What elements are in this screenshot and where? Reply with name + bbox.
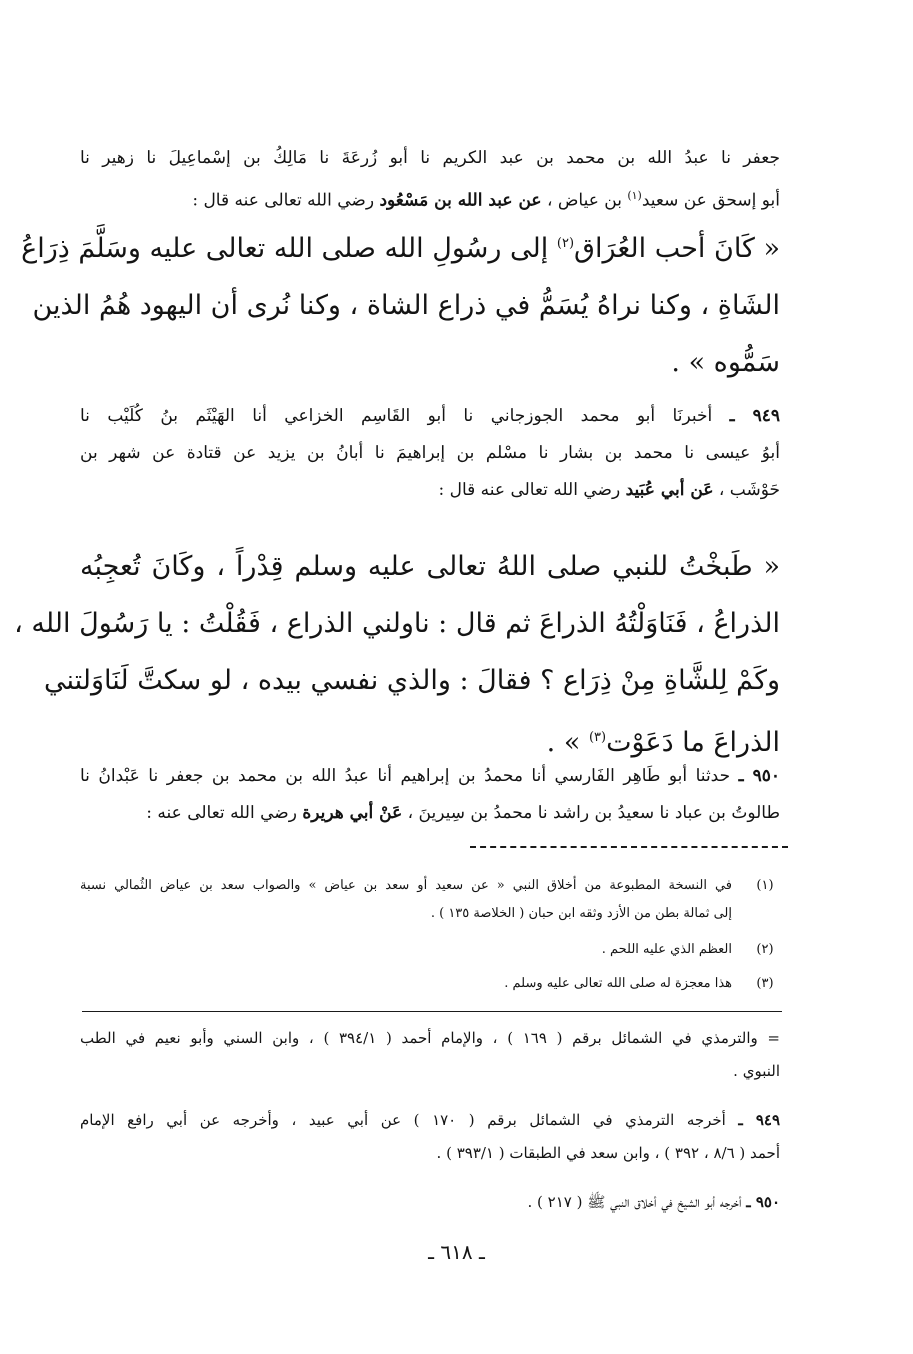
intro-line-2 bbox=[80, 177, 780, 220]
hadith-948-text bbox=[21, 215, 780, 391]
para-949-line-2: أبوُ عيسى نا محمد بن بشار نا مسْلم بن إبراهيمَ نا أبانُ بن يزيد عن قتادة عن شهر بن bbox=[80, 443, 780, 463]
para-950-line-1 bbox=[80, 758, 780, 795]
takhrij-number-950: ٩٥٠ ـ bbox=[746, 1193, 780, 1211]
para-949-line-1 bbox=[80, 398, 780, 435]
takhrij-949-line-1 bbox=[80, 1104, 780, 1137]
intro-line-2-b: بن عياض ، bbox=[541, 190, 628, 211]
takhrij-rule bbox=[82, 1011, 782, 1012]
footnote-3-number: (٣) bbox=[756, 976, 774, 991]
takhrij-cont-line-1: = والترمذي في الشمائل برقم ( ١٦٩ ) ، والإمام أحمد ( ٣٩٤/١ ) ، وابن السني وأبو نعيم في الطب bbox=[80, 1029, 781, 1047]
footnote-3-line-1: هذا معجزة له صلى الله تعالى عليه وسلم . bbox=[504, 976, 732, 991]
intro-line-2-c: رضي الله تعالى عنه قال : bbox=[192, 190, 380, 211]
takhrij-949 bbox=[80, 1104, 780, 1170]
takhrij-950-line-1 bbox=[80, 1186, 780, 1219]
hadith-948-line-1-b: إلى رسُولِ الله صلى الله تعالى عليه وسَلَّمَ ذِرَاعُ bbox=[21, 233, 557, 264]
narrator-highlight-abu-ubayd: عَن أبي عُبَيد bbox=[625, 480, 714, 500]
hadith-949-line-2: الذراعُ ، فَنَاوَلْتُهُ الذراعَ ثم قال : ناولني الذراع ، فَقُلْتُ : يا رَسُولَ الله ، bbox=[14, 608, 780, 639]
para-949-line-3-a: حَوْشَب ، bbox=[713, 480, 780, 500]
takhrij-950 bbox=[80, 1186, 780, 1219]
hadith-949-text bbox=[14, 538, 780, 771]
hadith-949-line-4-b: » . bbox=[546, 727, 589, 758]
hadith-948-line-1 bbox=[21, 215, 780, 277]
hadith-949-line-1: « طَبخْتُ للنبي صلى اللهُ تعالى عليه وسلم قِدْراً ، وكَانَ تُعجِبُه bbox=[80, 551, 780, 582]
takhrij-continuation bbox=[80, 1022, 780, 1088]
takhrij-949-line-2: أحمد ( ٨/٦ ، ٣٩٢ ) ، وابن سعد في الطبقات ( ٣٩٣/١ ) . bbox=[436, 1144, 780, 1162]
takhrij-number-949: ٩٤٩ ـ bbox=[738, 1111, 780, 1129]
footnote-1 bbox=[80, 872, 780, 928]
footnote-3 bbox=[80, 970, 780, 998]
takhrij-949-line-1-text: أخرجه الترمذي في الشمائل برقم ( ١٧٠ ) عن أبي عبيد ، وأخرجه عن أبي رافع الإمام bbox=[80, 1111, 739, 1129]
footnote-2-number: (٢) bbox=[756, 942, 774, 957]
para-949-line-3-b: رضي الله تعالى عنه قال : bbox=[438, 480, 626, 500]
footnote-ref-1: (١) bbox=[627, 189, 642, 202]
footnote-1-line-2: إلى ثمالة بطن من الأزد وثقه ابن حبان ( الخلاصة ١٣٥ ) . bbox=[430, 906, 732, 921]
footnote-1-line-1: في النسخة المطبوعة من أخلاق النبي « عن سعيد أو سعد بن عياض » والصواب سعد بن عياض الثُمالي نسبة bbox=[80, 878, 732, 893]
footnote-divider bbox=[470, 846, 788, 848]
hadith-948-line-2: الشَاةِ ، وكنا نراهُ يُسَمُّ في ذراع الشاة ، وكنا نُرى أن اليهود هُمُ الذين bbox=[32, 290, 780, 321]
para-949-line-1-text: أخبرنَا أبو محمد الجوزجاني نا أبو القَاسِم الخزاعي أنا الهَيْثَم بنُ كُلَيْب نا bbox=[80, 406, 730, 426]
hadith-948-line-3: سَمُّوه » . bbox=[671, 347, 780, 378]
footnote-2-line-1: العظم الذي عليه اللحم . bbox=[601, 942, 732, 957]
takhrij-cont-line-2: النبوي . bbox=[733, 1062, 780, 1080]
hadith-number-950: ٩٥٠ ـ bbox=[738, 766, 781, 786]
para-950-line-2-a: طالوتُ بن عباد نا سعيدُ بن راشد نا محمدُ بن سِيرينَ ، bbox=[402, 803, 780, 823]
intro-line-2-a: أبو إسحق عن سعيد bbox=[641, 190, 780, 211]
page-number: ـ ٦١٨ ـ bbox=[428, 1240, 485, 1264]
hadith-949-line-3: وكَمْ لِلشَّاةِ مِنْ ذِرَاع ؟ فقالَ : والذي نفسي بيده ، لو سكتَّ لَنَاوَلتني bbox=[43, 665, 780, 696]
paragraph-950 bbox=[80, 758, 780, 832]
footnote-ref-3: (٣) bbox=[588, 730, 607, 745]
para-950-line-2 bbox=[80, 795, 780, 832]
para-950-line-1-text: حدثنا أبو طَاهِر الفَارسي أنا محمدُ بن إبراهيم أنا عبدُ الله بن محمد بن جعفر نا عَبْدانُ نا bbox=[80, 766, 739, 786]
footnote-1-number: (١) bbox=[756, 878, 774, 893]
footnote-2 bbox=[80, 936, 780, 964]
paragraph-949 bbox=[80, 398, 780, 509]
hadith-948-line-1-a: « كَانَ أحب العُرَاق bbox=[574, 233, 780, 264]
footnote-ref-2: (٢) bbox=[556, 236, 575, 251]
intro-line-1: جعفر نا عبدُ الله بن محمد بن عبد الكريم نا أبو زُرعَةَ نا مَالِكُ بن إسْماعِيلَ نا زهير نا bbox=[80, 148, 780, 168]
takhrij-950-line-1-text: أخرجه أبو الشيخ في أخلاق النبي ﷺ ( ٢١٧ ) . bbox=[527, 1193, 747, 1211]
narrator-highlight-ibn-masud: عن عبد الله بن مَسْعُود bbox=[379, 190, 542, 211]
intro-paragraph bbox=[80, 140, 780, 220]
para-949-line-3 bbox=[80, 472, 780, 509]
narrator-highlight-abu-hurayra: عَنْ أبي هريرة bbox=[302, 803, 403, 823]
hadith-number-949: ٩٤٩ ـ bbox=[729, 406, 780, 426]
hadith-949-line-4-a: الذراعَ ما دَعَوْت bbox=[606, 727, 780, 758]
para-950-line-2-b: رضي الله تعالى عنه : bbox=[146, 803, 303, 823]
